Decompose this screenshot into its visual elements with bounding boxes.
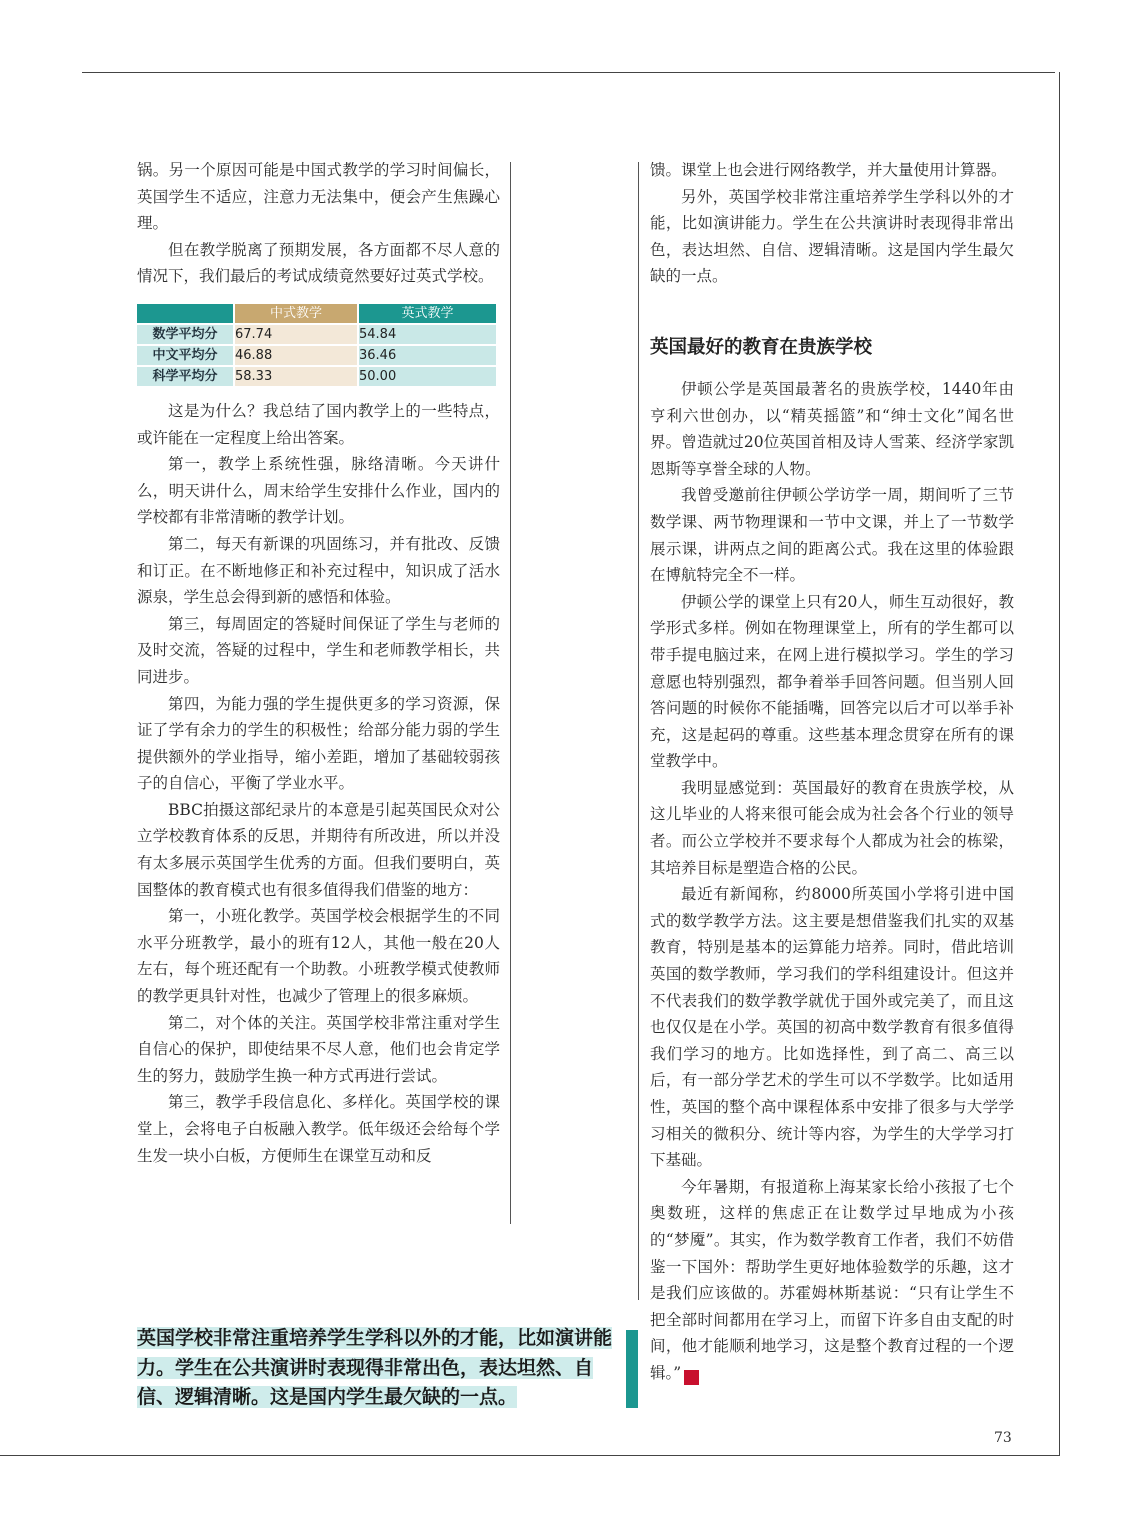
header-british-teaching: 英式教学 bbox=[359, 304, 496, 323]
row-label: 科学平均分 bbox=[137, 367, 233, 386]
british-score: 54.84 bbox=[359, 325, 496, 344]
top-rule bbox=[82, 72, 1055, 73]
paragraph: 第一，小班化教学。英国学校会根据学生的不同水平分班教学，最小的班有12人，其他一般在20人左右，每个班还配有一个助教。小班教学模式使教师的教学更具针对性，也减少了管理上的很多麻烦。 bbox=[137, 907, 500, 1006]
table-row bbox=[137, 346, 496, 365]
chinese-score: 67.74 bbox=[235, 325, 357, 344]
paragraph: 我明显感觉到：英国最好的教育在贵族学校，从这儿毕业的人将来很可能会成为社会各个行业的领导者。而公立学校并不要求每个人都成为社会的栋梁，其培养目标是塑造合格的公民。 bbox=[650, 778, 1014, 877]
british-score: 50.00 bbox=[359, 367, 496, 386]
pull-quote-accent-bar bbox=[626, 1330, 638, 1408]
paragraph-text: 今年暑期，有报道称上海某家长给小孩报了七个奥数班，这样的焦虑正在让数学过早地成为小孩的“梦魇”。其实，作为数学教育工作者，我们不妨借鉴一下国外：帮助学生更好地体验数学的乐趣，这才是我们应该做的。苏霍姆林斯基说：“只有让学生不把全部时间都用在学习上，而留下许多自由支配的时间，他才能顺利地学习，这是整个教育过程的一个逻辑。” bbox=[650, 1177, 1014, 1382]
paragraph: 锅。另一个原因可能是中国式教学的学习时间偏长，英国学生不适应，注意力无法集中，便会产生焦躁心理。 bbox=[137, 161, 500, 233]
british-score: 36.46 bbox=[359, 346, 496, 365]
end-mark-icon: 家 bbox=[684, 1370, 699, 1385]
paragraph: 第三，教学手段信息化、多样化。英国学校的课堂上，会将电子白板融入教学。低年级还会给每个学生发一块小白板，方便师生在课堂互动和反 bbox=[137, 1093, 500, 1165]
table-row bbox=[137, 367, 496, 386]
pull-quote bbox=[137, 1324, 613, 1413]
pull-quote-text: 英国学校非常注重培养学生学科以外的才能，比如演讲能力。学生在公共演讲时表现得非常出色，表达坦然、自信、逻辑清晰。这是国内学生最欠缺的一点。 bbox=[137, 1327, 613, 1408]
table-row bbox=[137, 325, 496, 344]
row-label: 中文平均分 bbox=[137, 346, 233, 365]
table-header-row bbox=[137, 304, 496, 323]
paragraph: 第四，为能力强的学生提供更多的学习资源，保证了学有余力的学生的积极性；给部分能力弱的学生提供额外的学业指导，缩小差距，增加了基础较弱孩子的自信心，平衡了学业水平。 bbox=[137, 694, 500, 793]
column-divider-left bbox=[510, 162, 511, 1224]
paragraph bbox=[650, 1174, 1014, 1387]
paragraph: 第二，对个体的关注。英国学校非常注重对学生自信心的保护，即使结果不尽人意，他们也会肯定学生的努力，鼓励学生换一种方式再进行尝试。 bbox=[137, 1013, 500, 1085]
page-number: 73 bbox=[994, 1430, 1012, 1446]
section-heading: 英国最好的教育在贵族学校 bbox=[650, 336, 873, 358]
right-rule bbox=[1059, 72, 1060, 1456]
bottom-rule bbox=[0, 1455, 1060, 1456]
paragraph: 伊顿公学的课堂上只有20人，师生互动很好，教学形式多样。例如在物理课堂上，所有的学生都可以带手提电脑过来，在网上进行模拟学习。学生的学习意愿也特别强烈，都争着举手回答问题。但当别人回答问题的时候你不能插嘴，回答完以后才可以举手补充，这是起码的尊重。这些基本理念贯穿在所有的课堂教学中。 bbox=[650, 592, 1014, 771]
paragraph: 我曾受邀前往伊顿公学访学一周，期间听了三节数学课、两节物理课和一节中文课，并上了一节数学展示课，讲两点之间的距离公式。我在这里的体验跟在博航特完全不一样。 bbox=[650, 486, 1014, 585]
row-label: 数学平均分 bbox=[137, 325, 233, 344]
score-table bbox=[135, 302, 498, 388]
paragraph: 第二，每天有新课的巩固练习，并有批改、反馈和订正。在不断地修正和补充过程中，知识成了活水源泉，学生总会得到新的感悟和体验。 bbox=[137, 534, 500, 607]
paragraph: 第一，教学上系统性强，脉络清晰。今天讲什么，明天讲什么，周末给学生安排什么作业，国内的学校都有非常清晰的教学计划。 bbox=[137, 455, 500, 527]
paragraph: 但在教学脱离了预期发展，各方面都不尽人意的情况下，我们最后的考试成绩竟然要好过英式学校。 bbox=[137, 240, 500, 286]
column-divider-right bbox=[638, 162, 639, 1300]
chinese-score: 58.33 bbox=[235, 367, 357, 386]
paragraph: 伊顿公学是英国最著名的贵族学校，1440年由亨利六世创办，以“精英摇篮”和“绅士文化”闻名世界。曾造就过20位英国首相及诗人雪莱、经济学家凯恩斯等享誉全球的人物。 bbox=[650, 379, 1014, 478]
paragraph: 第三，每周固定的答疑时间保证了学生与老师的及时交流，答疑的过程中，学生和老师教学相长，共同进步。 bbox=[137, 614, 500, 686]
paragraph: 馈。课堂上也会进行网络教学，并大量使用计算器。 bbox=[650, 161, 1007, 179]
header-chinese-teaching: 中式教学 bbox=[235, 304, 357, 323]
paragraph: 最近有新闻称，约8000所英国小学将引进中国式的数学教学方法。这主要是想借鉴我们扎实的双基教育，特别是基本的运算能力培养。同时，借此培训英国的数学教师，学习我们的学科组建设计。但这并不代表我们的数学教学就优于国外或完美了，而且这也仅仅是在小学。英国的初高中数学教育有很多值得我们学习的地方。比如选择性，到了高二、高三以后，有一部分学艺术的学生可以不学数学。比如适用性，英国的整个高中课程体系中安排了很多与大学学习相关的微积分、统计等内容，为学生的大学学习打下基础。 bbox=[650, 885, 1014, 1170]
paragraph: 这是为什么？我总结了国内教学上的一些特点，或许能在一定程度上给出答案。 bbox=[137, 401, 500, 447]
paragraph: BBC拍摄这部纪录片的本意是引起英国民众对公立学校教育体系的反思，并期待有所改进，所以并没有太多展示英国学生优秀的方面。但我们要明白，英国整体的教育模式也有很多值得我们借鉴的地方： bbox=[137, 800, 500, 899]
left-column bbox=[137, 157, 500, 1169]
table-corner bbox=[137, 304, 233, 323]
chinese-score: 46.88 bbox=[235, 346, 357, 365]
paragraph: 另外，英国学校非常注重培养学生学科以外的才能，比如演讲能力。学生在公共演讲时表现得非常出色，表达坦然、自信、逻辑清晰。这是国内学生最欠缺的一点。 bbox=[650, 187, 1014, 286]
right-column bbox=[650, 157, 1014, 1387]
